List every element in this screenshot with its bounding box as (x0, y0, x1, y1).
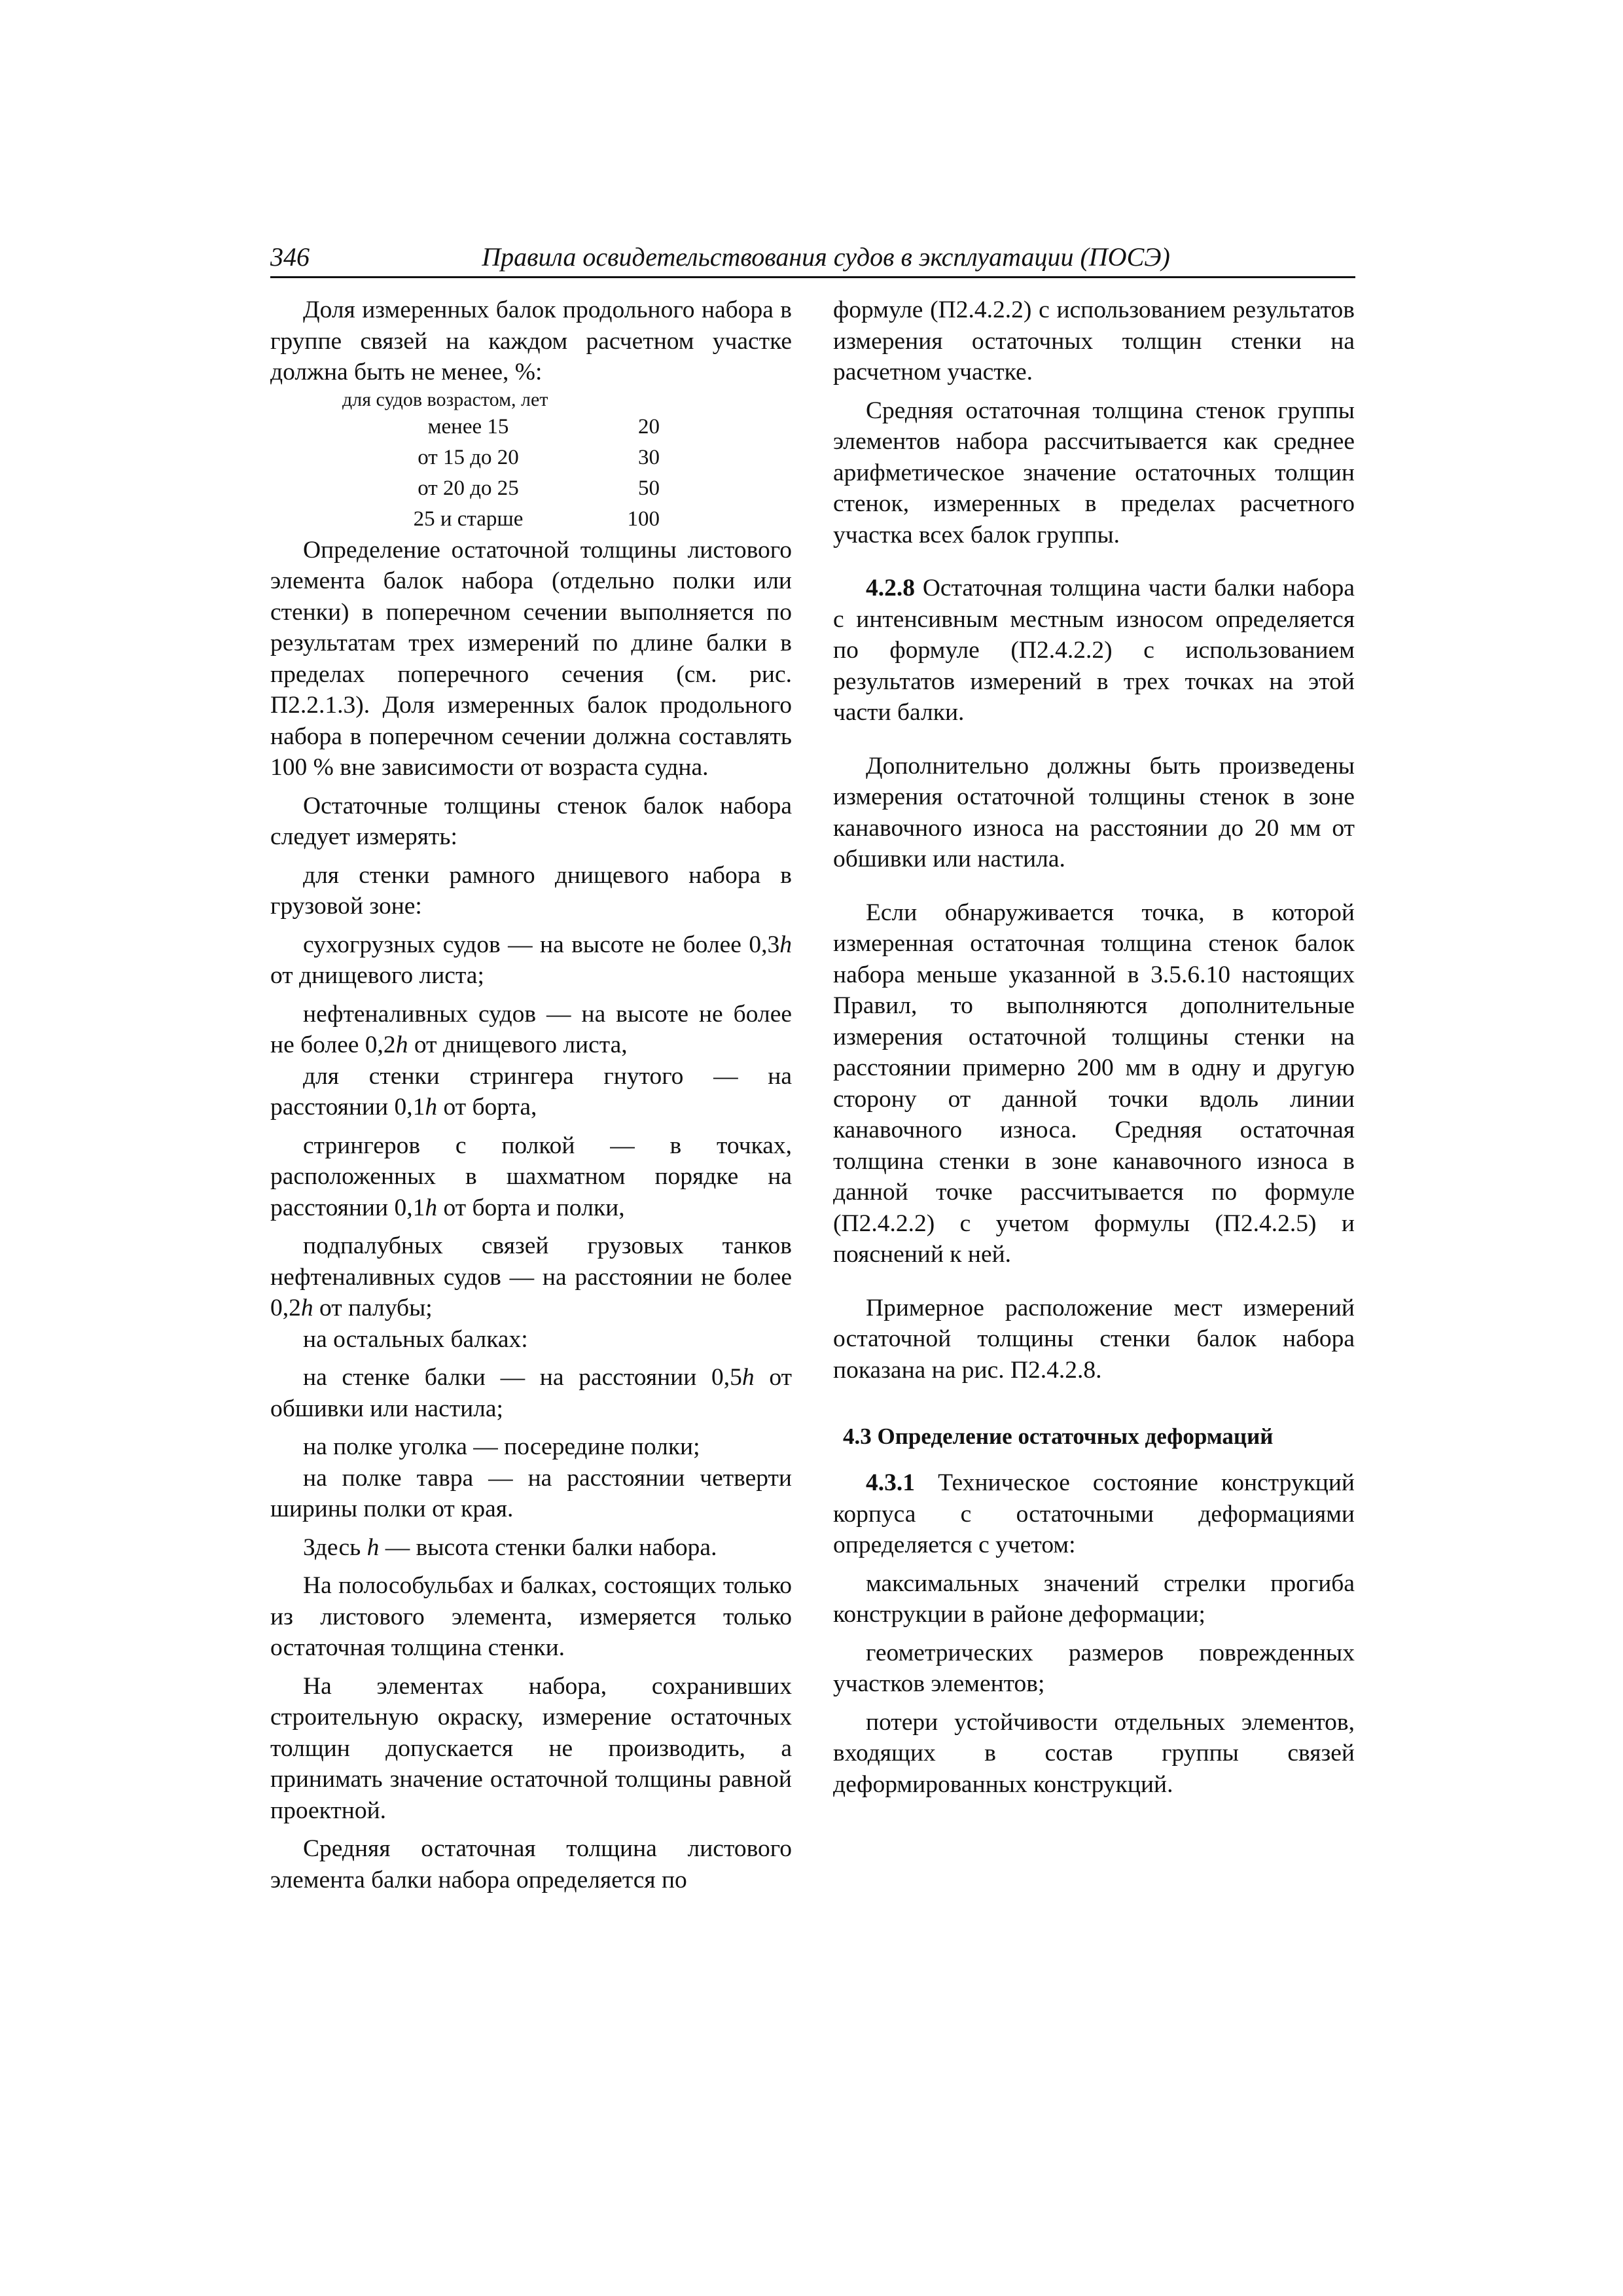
table-row (375, 442, 712, 473)
text: для стенки стрингера гнутого — на расстоянии 0,1 (270, 1062, 792, 1121)
paragraph (270, 1362, 792, 1424)
text: подпалубных связей грузовых танков нефтеналивных судов — на расстоянии не более 0,2 (270, 1232, 792, 1321)
paragraph: на остальных балках: (303, 1325, 528, 1353)
paragraph: максимальных значений стрелки прогиба конструкции в районе деформации; (833, 1570, 1355, 1628)
text: сухогрузных судов — на высоте не более 0,3 (303, 931, 780, 958)
paragraph (270, 999, 792, 1061)
table-row (375, 504, 712, 535)
section-heading: 4.3 Определение остаточных деформаций (843, 1424, 1274, 1449)
text: от обшивки или настила; (270, 1364, 792, 1422)
paragraph: формуле (П2.4.2.2) с использованием результатов измерения остаточных толщин стенки на расчетном участке. (833, 296, 1355, 386)
text: от днищевого листа; (270, 962, 484, 989)
text: Здесь (303, 1534, 367, 1561)
text: на стенке балки — на расстоянии 0,5 (303, 1364, 742, 1391)
h-symbol: h (425, 1094, 438, 1121)
paragraph (270, 1130, 792, 1224)
running-title: Правила освидетельствования судов в эксплуатации (ПОСЭ) (482, 242, 1170, 272)
h-symbol: h (741, 1364, 755, 1391)
paragraph (833, 573, 1355, 728)
paragraph (270, 929, 792, 992)
age-cell: от 15 до 20 (418, 445, 519, 469)
value-cell: 50 (638, 476, 660, 500)
value-cell: 100 (627, 507, 660, 531)
table-row (375, 473, 712, 504)
value-cell: 20 (638, 414, 660, 439)
text: Остаточная толщина части балки набора с интенсивным местным износом определяется по формуле (П2.4.2.2) с использованием результатов измерений в трех точках на этой части балки. (833, 575, 1355, 726)
text: от борта и полки, (437, 1194, 625, 1221)
paragraph: Определение остаточной толщины листового элемента балок набора (отдельно полки или стенки) в поперечном сечении выполняется по результатам трех измерений по длине балки в пределах поперечного сечения (см. рис. П2.2.1.3). Доля измеренных балок продольного набора в поперечном сечении должна составлять 100 % вне зависимости от возраста судна. (270, 536, 792, 781)
clause-number: 4.3.1 (866, 1469, 915, 1496)
clause-number: 4.2.8 (866, 575, 915, 601)
paragraph: Средняя остаточная толщина листового элемента балки набора определяется по (270, 1835, 792, 1893)
age-cell: 25 и старше (413, 507, 524, 531)
paragraph: Остаточные толщины стенок балок набора следует измерять: (270, 792, 792, 850)
age-cell: менее 15 (427, 414, 509, 439)
age-cell: от 20 до 25 (418, 476, 519, 500)
paragraph: Средняя остаточная толщина стенок группы элементов набора рассчитывается как среднее арифметическое значение остаточных толщин стенок, измеренных в пределах расчетного участка всех балок группы. (833, 397, 1355, 548)
text: Техническое состояние конструкций корпуса с остаточными деформациями определяется с учетом: (833, 1469, 1355, 1558)
h-symbol: h (300, 1295, 313, 1321)
text: от палубы; (313, 1295, 433, 1321)
text: стрингеров с полкой — в точках, расположенных в шахматном порядке на расстоянии 0,1 (270, 1132, 792, 1221)
paragraph: Дополнительно должны быть произведены измерения остаточной толщины стенок в зоне канавочного износа на расстоянии до 20 мм от обшивки или настила. (833, 752, 1355, 872)
table-row (375, 412, 712, 442)
paragraph: На полособульбах и балках, состоящих только из листового элемента, измеряется только остаточная толщина стенки. (270, 1572, 792, 1661)
text: от борта, (437, 1094, 537, 1121)
h-symbol: h (425, 1194, 438, 1221)
paragraph (833, 1467, 1355, 1561)
age-table (375, 412, 712, 535)
text: от днищевого листа, (408, 1031, 628, 1058)
page-header (270, 238, 1355, 278)
paragraph: геометрических размеров поврежденных участков элементов; (833, 1639, 1355, 1697)
paragraph: На элементах набора, сохранивших строительную окраску, измерение остаточных толщин допускается не производить, а принимать значение остаточной толщины равной проектной. (270, 1672, 792, 1824)
h-symbol: h (779, 931, 792, 958)
text: — высота стенки балки набора. (379, 1534, 717, 1561)
paragraph: потери устойчивости отдельных элементов, входящих в состав группы связей деформированных конструкций. (833, 1708, 1355, 1798)
left-column (270, 295, 792, 1895)
paragraph: Доля измеренных балок продольного набора в группе связей на каждом расчетном участке должна быть не менее, %: (270, 296, 792, 386)
paragraph (270, 1061, 792, 1123)
h-symbol: h (395, 1031, 408, 1058)
right-column (833, 295, 1355, 1800)
table-caption: для судов возрастом, лет (342, 388, 548, 410)
h-symbol: h (366, 1534, 380, 1561)
value-cell: 30 (638, 445, 660, 469)
page-number: 346 (270, 242, 310, 272)
paragraph (270, 1532, 792, 1564)
paragraph: на полке уголка — посередине полки; (303, 1433, 700, 1460)
paragraph: на полке тавра — на расстоянии четверти ширины полки от края. (270, 1464, 792, 1522)
paragraph (270, 1230, 792, 1324)
paragraph: Если обнаруживается точка, в которой измеренная остаточная толщина стенок балок набора меньше указанной в 3.5.6.10 настоящих Правил, то выполняются дополнительные измерения остаточной толщины стенки на расстоянии примерно 200 мм в одну и другую сторону от данной точки вдоль линии канавочного износа. Средняя остаточная толщина стенки в зоне канавочного износа в данной точке рассчитывается по формуле (П2.4.2.2) с учетом формулы (П2.4.2.5) и пояснений к ней. (833, 899, 1355, 1268)
paragraph: для стенки рамного днищевого набора в грузовой зоне: (270, 861, 792, 920)
paragraph: Примерное расположение мест измерений остаточной толщины стенки балок набора показана на рис. П2.4.2.8. (833, 1294, 1355, 1384)
text: нефтеналивных судов — на высоте не более не более 0,2 (270, 1000, 792, 1058)
